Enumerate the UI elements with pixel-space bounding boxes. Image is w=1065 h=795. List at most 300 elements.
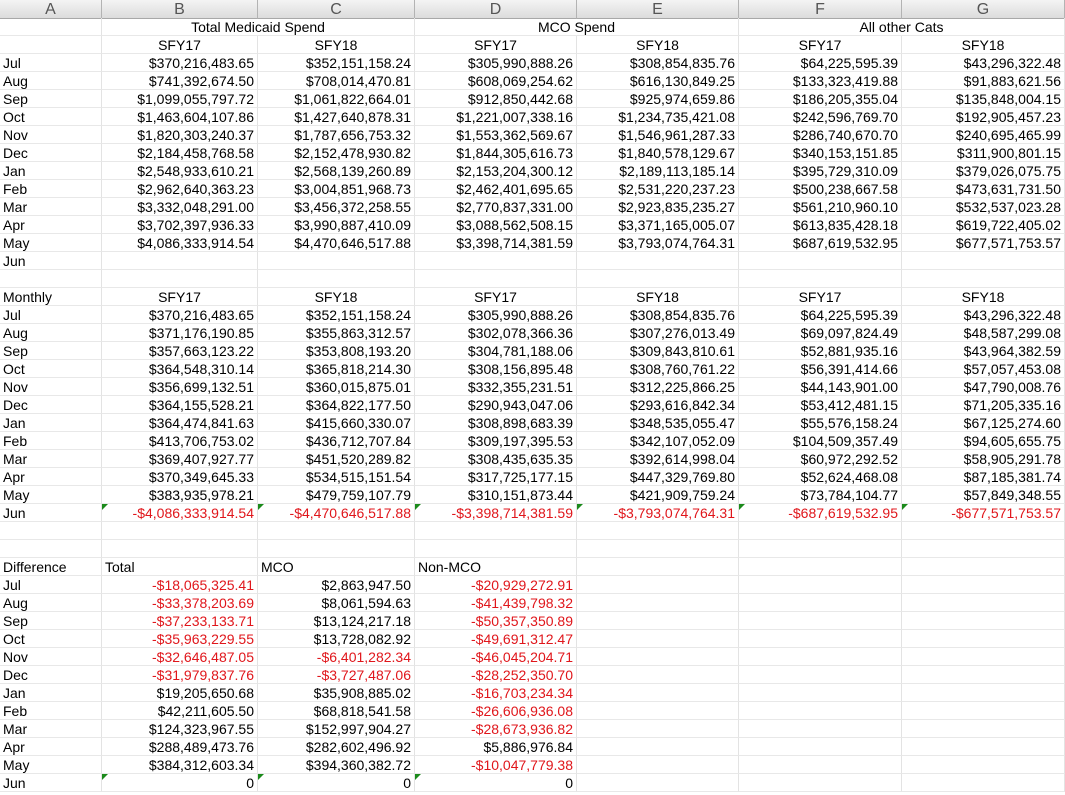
empty-cell[interactable]: [902, 702, 1065, 720]
month-label[interactable]: Oct: [0, 630, 102, 648]
month-label[interactable]: Mar: [0, 450, 102, 468]
month-label[interactable]: Mar: [0, 720, 102, 738]
month-label[interactable]: Jan: [0, 414, 102, 432]
monthly-value[interactable]: $312,225,866.25: [577, 378, 739, 396]
monthly-value[interactable]: $332,355,231.51: [415, 378, 577, 396]
empty-cell[interactable]: [902, 612, 1065, 630]
monthly-value[interactable]: $64,225,595.39: [739, 306, 902, 324]
group-header-total[interactable]: Total Medicaid Spend: [102, 18, 415, 36]
empty-cell[interactable]: [415, 540, 577, 558]
monthly-value[interactable]: $357,663,123.22: [102, 342, 258, 360]
cumulative-value[interactable]: $2,462,401,695.65: [415, 180, 577, 198]
month-label[interactable]: Nov: [0, 648, 102, 666]
cumulative-value[interactable]: $1,099,055,797.72: [102, 90, 258, 108]
difference-value[interactable]: $282,602,496.92: [258, 738, 415, 756]
cumulative-value[interactable]: $370,216,483.65: [102, 54, 258, 72]
sfy18-header[interactable]: SFY18: [902, 36, 1065, 54]
monthly-value[interactable]: $308,156,895.48: [415, 360, 577, 378]
cumulative-value[interactable]: $912,850,442.68: [415, 90, 577, 108]
cumulative-value[interactable]: $311,900,801.15: [902, 144, 1065, 162]
empty-cell[interactable]: [739, 774, 902, 792]
cumulative-value[interactable]: $192,905,457.23: [902, 108, 1065, 126]
difference-value[interactable]: -$6,401,282.34: [258, 648, 415, 666]
month-label[interactable]: Aug: [0, 594, 102, 612]
cumulative-value[interactable]: $2,184,458,768.58: [102, 144, 258, 162]
empty-cell[interactable]: [577, 576, 739, 594]
empty-cell[interactable]: [902, 648, 1065, 666]
cumulative-value[interactable]: $500,238,667.58: [739, 180, 902, 198]
cumulative-value[interactable]: $1,463,604,107.86: [102, 108, 258, 126]
month-label[interactable]: Mar: [0, 198, 102, 216]
column-header-c[interactable]: C: [258, 0, 415, 19]
empty-cell[interactable]: [739, 684, 902, 702]
empty-cell[interactable]: [739, 612, 902, 630]
month-label[interactable]: Feb: [0, 180, 102, 198]
empty-cell[interactable]: [577, 648, 739, 666]
monthly-value[interactable]: $58,905,291.78: [902, 450, 1065, 468]
monthly-value[interactable]: $94,605,655.75: [902, 432, 1065, 450]
column-header-f[interactable]: F: [739, 0, 902, 19]
cumulative-value[interactable]: $340,153,151.85: [739, 144, 902, 162]
difference-value[interactable]: $2,863,947.50: [258, 576, 415, 594]
column-header-b[interactable]: B: [102, 0, 258, 19]
cumulative-value[interactable]: $3,004,851,968.73: [258, 180, 415, 198]
cumulative-value[interactable]: $3,456,372,258.55: [258, 198, 415, 216]
cumulative-value[interactable]: $2,153,204,300.12: [415, 162, 577, 180]
empty-cell[interactable]: [739, 756, 902, 774]
empty-cell[interactable]: [902, 558, 1065, 576]
monthly-value[interactable]: $383,935,978.21: [102, 486, 258, 504]
month-label[interactable]: Jul: [0, 306, 102, 324]
month-label[interactable]: Jan: [0, 684, 102, 702]
cumulative-value[interactable]: $3,398,714,381.59: [415, 234, 577, 252]
cumulative-value[interactable]: $352,151,158.24: [258, 54, 415, 72]
month-label[interactable]: Aug: [0, 72, 102, 90]
monthly-value[interactable]: $304,781,188.06: [415, 342, 577, 360]
cumulative-value[interactable]: $708,014,470.81: [258, 72, 415, 90]
empty-cell[interactable]: [739, 648, 902, 666]
month-label[interactable]: Jun: [0, 252, 102, 270]
difference-value[interactable]: $42,211,605.50: [102, 702, 258, 720]
monthly-value[interactable]: -$4,470,646,517.88: [258, 504, 415, 522]
difference-value[interactable]: $288,489,473.76: [102, 738, 258, 756]
month-label[interactable]: Aug: [0, 324, 102, 342]
cumulative-value[interactable]: $2,962,640,363.23: [102, 180, 258, 198]
cumulative-value[interactable]: [739, 252, 902, 270]
difference-value[interactable]: $384,312,603.34: [102, 756, 258, 774]
cumulative-value[interactable]: $395,729,310.09: [739, 162, 902, 180]
month-label[interactable]: Jan: [0, 162, 102, 180]
monthly-value[interactable]: $451,520,289.82: [258, 450, 415, 468]
monthly-value[interactable]: $534,515,151.54: [258, 468, 415, 486]
cumulative-value[interactable]: $3,371,165,005.07: [577, 216, 739, 234]
cumulative-value[interactable]: $1,061,822,664.01: [258, 90, 415, 108]
difference-value[interactable]: $13,124,217.18: [258, 612, 415, 630]
difference-value[interactable]: $19,205,650.68: [102, 684, 258, 702]
month-label[interactable]: Dec: [0, 396, 102, 414]
monthly-value[interactable]: $342,107,052.09: [577, 432, 739, 450]
empty-cell[interactable]: [739, 702, 902, 720]
difference-value[interactable]: -$18,065,325.41: [102, 576, 258, 594]
cumulative-value[interactable]: $1,427,640,878.31: [258, 108, 415, 126]
group-header-other[interactable]: All other Cats: [739, 18, 1065, 36]
month-label[interactable]: Sep: [0, 342, 102, 360]
empty-cell[interactable]: [739, 522, 902, 540]
empty-cell[interactable]: [415, 270, 577, 288]
empty-cell[interactable]: [258, 522, 415, 540]
empty-cell[interactable]: [902, 684, 1065, 702]
monthly-value[interactable]: $365,818,214.30: [258, 360, 415, 378]
month-label[interactable]: Oct: [0, 360, 102, 378]
difference-value[interactable]: -$35,963,229.55: [102, 630, 258, 648]
cumulative-value[interactable]: $3,088,562,508.15: [415, 216, 577, 234]
cumulative-value[interactable]: $133,323,419.88: [739, 72, 902, 90]
monthly-value[interactable]: -$687,619,532.95: [739, 504, 902, 522]
monthly-value[interactable]: $310,151,873.44: [415, 486, 577, 504]
difference-value[interactable]: -$28,252,350.70: [415, 666, 577, 684]
cumulative-value[interactable]: $64,225,595.39: [739, 54, 902, 72]
monthly-value[interactable]: $415,660,330.07: [258, 414, 415, 432]
monthly-value[interactable]: $364,474,841.63: [102, 414, 258, 432]
monthly-value[interactable]: $447,329,769.80: [577, 468, 739, 486]
difference-value[interactable]: $68,818,541.58: [258, 702, 415, 720]
month-label[interactable]: Dec: [0, 144, 102, 162]
difference-value[interactable]: -$37,233,133.71: [102, 612, 258, 630]
monthly-value[interactable]: $290,943,047.06: [415, 396, 577, 414]
cumulative-value[interactable]: $741,392,674.50: [102, 72, 258, 90]
cumulative-value[interactable]: $1,820,303,240.37: [102, 126, 258, 144]
month-label[interactable]: Jul: [0, 54, 102, 72]
group-header-mco[interactable]: MCO Spend: [415, 18, 739, 36]
monthly-value[interactable]: $308,898,683.39: [415, 414, 577, 432]
empty-cell[interactable]: [577, 522, 739, 540]
cumulative-value[interactable]: $186,205,355.04: [739, 90, 902, 108]
difference-value[interactable]: $5,886,976.84: [415, 738, 577, 756]
monthly-value[interactable]: $421,909,759.24: [577, 486, 739, 504]
empty-cell[interactable]: [577, 594, 739, 612]
month-label[interactable]: Feb: [0, 432, 102, 450]
cumulative-value[interactable]: $1,844,305,616.73: [415, 144, 577, 162]
difference-value[interactable]: -$16,703,234.34: [415, 684, 577, 702]
month-label[interactable]: May: [0, 756, 102, 774]
month-label[interactable]: Oct: [0, 108, 102, 126]
monthly-value[interactable]: $55,576,158.24: [739, 414, 902, 432]
difference-value[interactable]: 0: [102, 774, 258, 792]
difference-value[interactable]: -$31,979,837.76: [102, 666, 258, 684]
cumulative-value[interactable]: $1,221,007,338.16: [415, 108, 577, 126]
empty-cell[interactable]: [739, 630, 902, 648]
monthly-value[interactable]: $71,205,335.16: [902, 396, 1065, 414]
difference-header-mco[interactable]: MCO: [258, 558, 415, 576]
monthly-value[interactable]: $370,349,645.33: [102, 468, 258, 486]
cumulative-value[interactable]: $608,069,254.62: [415, 72, 577, 90]
cumulative-value[interactable]: $91,883,621.56: [902, 72, 1065, 90]
monthly-value[interactable]: -$3,398,714,381.59: [415, 504, 577, 522]
empty-cell[interactable]: [577, 720, 739, 738]
cumulative-value[interactable]: $286,740,670.70: [739, 126, 902, 144]
sfy17-header[interactable]: SFY17: [415, 36, 577, 54]
cumulative-value[interactable]: [415, 252, 577, 270]
monthly-value[interactable]: $69,097,824.49: [739, 324, 902, 342]
difference-value[interactable]: -$3,727,487.06: [258, 666, 415, 684]
monthly-value[interactable]: $413,706,753.02: [102, 432, 258, 450]
difference-value[interactable]: -$41,439,798.32: [415, 594, 577, 612]
empty-cell[interactable]: [577, 702, 739, 720]
monthly-value[interactable]: $364,822,177.50: [258, 396, 415, 414]
difference-value[interactable]: -$20,929,272.91: [415, 576, 577, 594]
sfy17-header[interactable]: SFY17: [102, 36, 258, 54]
monthly-value[interactable]: -$4,086,333,914.54: [102, 504, 258, 522]
sfy17-header[interactable]: SFY17: [102, 288, 258, 306]
empty-cell[interactable]: [577, 558, 739, 576]
monthly-value[interactable]: $52,624,468.08: [739, 468, 902, 486]
cumulative-value[interactable]: $1,840,578,129.67: [577, 144, 739, 162]
empty-cell[interactable]: [577, 540, 739, 558]
sfy18-header[interactable]: SFY18: [258, 288, 415, 306]
difference-value[interactable]: -$49,691,312.47: [415, 630, 577, 648]
month-label[interactable]: Dec: [0, 666, 102, 684]
monthly-value[interactable]: $353,808,193.20: [258, 342, 415, 360]
empty-cell[interactable]: [577, 738, 739, 756]
empty-cell[interactable]: [902, 774, 1065, 792]
cumulative-value[interactable]: $305,990,888.26: [415, 54, 577, 72]
monthly-value[interactable]: $308,760,761.22: [577, 360, 739, 378]
column-header-e[interactable]: E: [577, 0, 739, 19]
cumulative-value[interactable]: $3,332,048,291.00: [102, 198, 258, 216]
monthly-value[interactable]: $67,125,274.60: [902, 414, 1065, 432]
difference-value[interactable]: 0: [415, 774, 577, 792]
empty-cell[interactable]: [577, 684, 739, 702]
month-label[interactable]: Apr: [0, 738, 102, 756]
empty-cell[interactable]: [902, 594, 1065, 612]
cumulative-value[interactable]: $1,234,735,421.08: [577, 108, 739, 126]
column-header-a[interactable]: A: [0, 0, 102, 19]
cumulative-value[interactable]: $3,990,887,410.09: [258, 216, 415, 234]
cumulative-value[interactable]: $4,470,646,517.88: [258, 234, 415, 252]
cumulative-value[interactable]: $2,152,478,930.82: [258, 144, 415, 162]
empty-cell[interactable]: [577, 612, 739, 630]
empty-cell[interactable]: [902, 522, 1065, 540]
cumulative-value[interactable]: $2,189,113,185.14: [577, 162, 739, 180]
empty-cell[interactable]: [739, 666, 902, 684]
monthly-value[interactable]: $364,548,310.14: [102, 360, 258, 378]
empty-cell[interactable]: [577, 666, 739, 684]
sfy18-header[interactable]: SFY18: [577, 288, 739, 306]
cumulative-value[interactable]: $616,130,849.25: [577, 72, 739, 90]
difference-value[interactable]: -$33,378,203.69: [102, 594, 258, 612]
month-label[interactable]: May: [0, 234, 102, 252]
cumulative-value[interactable]: $4,086,333,914.54: [102, 234, 258, 252]
difference-value[interactable]: $8,061,594.63: [258, 594, 415, 612]
empty-cell[interactable]: [415, 522, 577, 540]
column-header-d[interactable]: D: [415, 0, 577, 19]
empty-cell[interactable]: [102, 270, 258, 288]
empty-cell[interactable]: [258, 540, 415, 558]
month-label[interactable]: Sep: [0, 90, 102, 108]
month-label[interactable]: Nov: [0, 378, 102, 396]
difference-value[interactable]: -$26,606,936.08: [415, 702, 577, 720]
empty-cell[interactable]: [902, 540, 1065, 558]
monthly-value[interactable]: $309,197,395.53: [415, 432, 577, 450]
cumulative-value[interactable]: [102, 252, 258, 270]
empty-cell[interactable]: [739, 720, 902, 738]
monthly-value[interactable]: $356,699,132.51: [102, 378, 258, 396]
monthly-value[interactable]: $308,854,835.76: [577, 306, 739, 324]
empty-cell[interactable]: [739, 576, 902, 594]
cumulative-value[interactable]: $135,848,004.15: [902, 90, 1065, 108]
cumulative-value[interactable]: $2,531,220,237.23: [577, 180, 739, 198]
monthly-value[interactable]: $302,078,366.36: [415, 324, 577, 342]
empty-cell[interactable]: [739, 270, 902, 288]
monthly-value[interactable]: $293,616,842.34: [577, 396, 739, 414]
month-label[interactable]: Nov: [0, 126, 102, 144]
monthly-value[interactable]: $60,972,292.52: [739, 450, 902, 468]
monthly-value[interactable]: $369,407,927.77: [102, 450, 258, 468]
monthly-value[interactable]: $392,614,998.04: [577, 450, 739, 468]
empty-cell[interactable]: [102, 540, 258, 558]
cumulative-value[interactable]: $379,026,075.75: [902, 162, 1065, 180]
empty-cell[interactable]: [902, 738, 1065, 756]
empty-cell[interactable]: [577, 774, 739, 792]
monthly-value[interactable]: $307,276,013.49: [577, 324, 739, 342]
monthly-value[interactable]: $53,412,481.15: [739, 396, 902, 414]
cumulative-value[interactable]: $619,722,405.02: [902, 216, 1065, 234]
cumulative-value[interactable]: $43,296,322.48: [902, 54, 1065, 72]
cumulative-value[interactable]: $677,571,753.57: [902, 234, 1065, 252]
month-label[interactable]: Jun: [0, 504, 102, 522]
cumulative-value[interactable]: [902, 252, 1065, 270]
cumulative-value[interactable]: $473,631,731.50: [902, 180, 1065, 198]
month-label[interactable]: Sep: [0, 612, 102, 630]
monthly-value[interactable]: $309,843,810.61: [577, 342, 739, 360]
monthly-value[interactable]: -$677,571,753.57: [902, 504, 1065, 522]
empty-cell[interactable]: [577, 270, 739, 288]
monthly-value[interactable]: -$3,793,074,764.31: [577, 504, 739, 522]
monthly-value[interactable]: $73,784,104.77: [739, 486, 902, 504]
cumulative-value[interactable]: $687,619,532.95: [739, 234, 902, 252]
empty-cell[interactable]: [102, 522, 258, 540]
difference-header-total[interactable]: Total: [102, 558, 258, 576]
monthly-value[interactable]: $317,725,177.15: [415, 468, 577, 486]
empty-cell[interactable]: [0, 270, 102, 288]
cumulative-value[interactable]: [258, 252, 415, 270]
monthly-value[interactable]: $371,176,190.85: [102, 324, 258, 342]
empty-cell[interactable]: [0, 522, 102, 540]
difference-value[interactable]: $35,908,885.02: [258, 684, 415, 702]
monthly-value[interactable]: $44,143,901.00: [739, 378, 902, 396]
cumulative-value[interactable]: $2,568,139,260.89: [258, 162, 415, 180]
monthly-value[interactable]: $57,849,348.55: [902, 486, 1065, 504]
monthly-value[interactable]: $52,881,935.16: [739, 342, 902, 360]
sfy18-header[interactable]: SFY18: [902, 288, 1065, 306]
cumulative-value[interactable]: $2,548,933,610.21: [102, 162, 258, 180]
monthly-value[interactable]: $43,296,322.48: [902, 306, 1065, 324]
month-label[interactable]: Apr: [0, 216, 102, 234]
difference-value[interactable]: $124,323,967.55: [102, 720, 258, 738]
difference-value[interactable]: -$50,357,350.89: [415, 612, 577, 630]
empty-cell[interactable]: [739, 540, 902, 558]
empty-cell[interactable]: [258, 270, 415, 288]
difference-value[interactable]: -$10,047,779.38: [415, 756, 577, 774]
difference-header-non-mco[interactable]: Non-MCO: [415, 558, 577, 576]
cumulative-value[interactable]: $561,210,960.10: [739, 198, 902, 216]
empty-cell[interactable]: [902, 666, 1065, 684]
month-label[interactable]: Apr: [0, 468, 102, 486]
month-label[interactable]: Feb: [0, 702, 102, 720]
month-label[interactable]: Jun: [0, 774, 102, 792]
empty-cell[interactable]: [902, 630, 1065, 648]
empty-cell[interactable]: [739, 594, 902, 612]
cumulative-value[interactable]: $3,702,397,936.33: [102, 216, 258, 234]
cumulative-value[interactable]: $532,537,023.28: [902, 198, 1065, 216]
monthly-value[interactable]: $436,712,707.84: [258, 432, 415, 450]
cumulative-value[interactable]: $242,596,769.70: [739, 108, 902, 126]
monthly-value[interactable]: $43,964,382.59: [902, 342, 1065, 360]
difference-value[interactable]: -$28,673,936.82: [415, 720, 577, 738]
monthly-value[interactable]: $48,587,299.08: [902, 324, 1065, 342]
empty-cell[interactable]: [902, 720, 1065, 738]
empty-cell[interactable]: [0, 540, 102, 558]
cumulative-value[interactable]: $240,695,465.99: [902, 126, 1065, 144]
monthly-value[interactable]: $56,391,414.66: [739, 360, 902, 378]
cumulative-value[interactable]: $2,923,835,235.27: [577, 198, 739, 216]
difference-value[interactable]: $152,997,904.27: [258, 720, 415, 738]
cumulative-value[interactable]: $1,546,961,287.33: [577, 126, 739, 144]
sfy18-header[interactable]: SFY18: [577, 36, 739, 54]
cumulative-value[interactable]: $613,835,428.18: [739, 216, 902, 234]
cumulative-value[interactable]: $3,793,074,764.31: [577, 234, 739, 252]
month-label[interactable]: May: [0, 486, 102, 504]
empty-cell[interactable]: [0, 18, 102, 36]
empty-cell[interactable]: [902, 576, 1065, 594]
cumulative-value[interactable]: [577, 252, 739, 270]
empty-cell[interactable]: [902, 756, 1065, 774]
empty-cell[interactable]: [577, 630, 739, 648]
monthly-value[interactable]: $352,151,158.24: [258, 306, 415, 324]
empty-cell[interactable]: [902, 270, 1065, 288]
sfy17-header[interactable]: SFY17: [415, 288, 577, 306]
sfy18-header[interactable]: SFY18: [258, 36, 415, 54]
monthly-value[interactable]: $308,435,635.35: [415, 450, 577, 468]
monthly-value[interactable]: $348,535,055.47: [577, 414, 739, 432]
column-header-g[interactable]: G: [902, 0, 1065, 19]
difference-value[interactable]: -$32,646,487.05: [102, 648, 258, 666]
monthly-value[interactable]: $104,509,357.49: [739, 432, 902, 450]
cumulative-value[interactable]: $1,787,656,753.32: [258, 126, 415, 144]
difference-value[interactable]: $13,728,082.92: [258, 630, 415, 648]
monthly-value[interactable]: $87,185,381.74: [902, 468, 1065, 486]
monthly-label[interactable]: Monthly: [0, 288, 102, 306]
empty-cell[interactable]: [0, 36, 102, 54]
difference-label[interactable]: Difference: [0, 558, 102, 576]
monthly-value[interactable]: $47,790,008.76: [902, 378, 1065, 396]
difference-value[interactable]: $394,360,382.72: [258, 756, 415, 774]
monthly-value[interactable]: $360,015,875.01: [258, 378, 415, 396]
difference-value[interactable]: 0: [258, 774, 415, 792]
empty-cell[interactable]: [739, 738, 902, 756]
empty-cell[interactable]: [577, 756, 739, 774]
sfy17-header[interactable]: SFY17: [739, 288, 902, 306]
monthly-value[interactable]: $364,155,528.21: [102, 396, 258, 414]
monthly-value[interactable]: $370,216,483.65: [102, 306, 258, 324]
monthly-value[interactable]: $479,759,107.79: [258, 486, 415, 504]
monthly-value[interactable]: $355,863,312.57: [258, 324, 415, 342]
cumulative-value[interactable]: $308,854,835.76: [577, 54, 739, 72]
month-label[interactable]: Jul: [0, 576, 102, 594]
difference-value[interactable]: -$46,045,204.71: [415, 648, 577, 666]
sfy17-header[interactable]: SFY17: [739, 36, 902, 54]
cumulative-value[interactable]: $1,553,362,569.67: [415, 126, 577, 144]
